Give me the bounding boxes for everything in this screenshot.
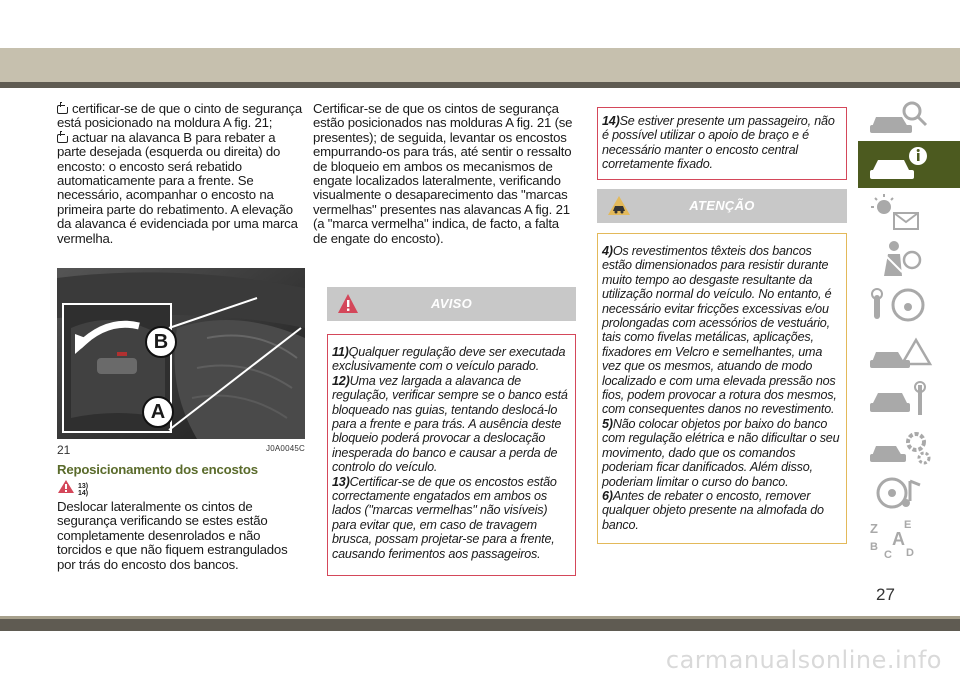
warning-triangle-icon bbox=[57, 479, 75, 494]
atencao-item: 6)Antes de rebater o encosto, remover qualquer objeto presente na almofada do banco. bbox=[602, 488, 824, 532]
tab-multimedia[interactable] bbox=[858, 470, 960, 517]
car-service-icon bbox=[866, 379, 936, 421]
figure-number: 21 bbox=[57, 443, 71, 457]
aviso-item: 11)Qualquer regulação deve ser executada exclusivamente com o veículo parado. bbox=[332, 345, 566, 374]
bullet-item-1: certificar-se de que o cinto de segurança está posicionado na moldura A fig. 21; bbox=[57, 101, 303, 131]
atencao-box bbox=[597, 233, 847, 544]
tab-car-emergency[interactable] bbox=[858, 329, 960, 376]
column-2 bbox=[313, 102, 576, 246]
aviso-header bbox=[327, 287, 576, 321]
checkbox-bullet-icon bbox=[57, 105, 68, 114]
car-info-icon bbox=[866, 144, 936, 186]
atencao-item: 4)Os revestimentos têxteis dos bancos estão dimensionados para resistir durante muito tempo ao desgaste resultante da utilização normal do veículo. No entanto, é necessário evitar fricções excessivas e/ou prolongadas com acessórios de vestuário, tais como fivelas metálicas, aplicações, fixadores em Velcro e semelhantes, uma vez que os mesmos, atuando de modo localizado e com uma elevada pressão nos fios, podem provocar a rotura dos mesmos, com consequentes danos no revestimento. bbox=[602, 244, 837, 417]
note-item: 14)Se estiver presente um passageiro, não é possível utilizar o apoio de braço e é necessário manter o encosto central corretamente fixado. bbox=[602, 114, 835, 172]
aviso-item: 13)Certificar-se de que os encostos estão correctamente engatados em ambos os lados ("marcas vermelhas" não visíveis) para evitar que, em caso de travagem brusca, possam projetar-se para a frente, causando ferimentos aos passageiros. bbox=[332, 474, 557, 561]
tab-car-info[interactable] bbox=[858, 141, 960, 188]
figure-21-seat-photo bbox=[57, 268, 305, 439]
column-1 bbox=[57, 102, 305, 246]
checkbox-bullet-icon bbox=[57, 134, 68, 143]
aviso-box bbox=[327, 334, 576, 576]
warning-lights-icon bbox=[866, 191, 936, 233]
header-band-line bbox=[0, 82, 960, 88]
tab-car-specs-gears[interactable] bbox=[858, 423, 960, 470]
steering-key-icon bbox=[866, 285, 936, 327]
atencao-title: ATENÇÃO bbox=[689, 198, 755, 213]
figure-code: J0A0045C bbox=[266, 444, 305, 453]
tab-car-search[interactable] bbox=[858, 94, 960, 141]
section-title: Reposicionamento dos encostos bbox=[57, 462, 258, 477]
car-emergency-icon bbox=[866, 332, 936, 374]
car-search-icon bbox=[866, 97, 936, 139]
lift-backrest-paragraph: Certificar-se de que os cintos de segurança estão posicionados nas molduras A fig. 21 (se presentes); de seguida, levantar os encostos empurrando-os para trás, até sentir o ressalto de bloqueio em ambos os mecanismos de engate localizados lateralmente, verificando visualmente o desaparecimento das "marcas vermelhas" presentes nas alavancas A fig. 21 (a "marca vermelha" indica, de facto, a falta de engate do encosto). bbox=[313, 101, 573, 246]
watermark: carmanualsonline.info bbox=[665, 646, 942, 674]
tab-steering-key[interactable] bbox=[858, 282, 960, 329]
bullet-item-2: actuar na alavanca B para rebater a parte desejada (esquerda ou direita) do encosto: o encosto será rebatido automaticamente para a frente. Se necessário, acompanhar o encosto na primeira parte do rebatimento. A elevação da alavanca é evidenciada por uma marca vermelha. bbox=[57, 129, 298, 246]
page-number: 27 bbox=[876, 585, 895, 604]
atencao-item: 5)Não colocar objetos por baixo do banco com regulação elétrica e não dificultar o seu movimento, dado que os comandos poderiam ficar danificados. Além disso, poderiam limitar o curso do banco. bbox=[602, 416, 840, 489]
multimedia-icon bbox=[866, 473, 936, 515]
seatbelt-airbag-icon bbox=[866, 238, 936, 280]
atencao-header bbox=[597, 189, 847, 223]
header-band bbox=[0, 48, 960, 82]
note-box bbox=[597, 107, 847, 180]
tab-index[interactable] bbox=[858, 517, 960, 564]
figure-label-b: B bbox=[145, 326, 177, 358]
tab-seatbelt-airbag[interactable] bbox=[858, 235, 960, 282]
index-alphabet-icon: Z E A B C D bbox=[870, 519, 914, 561]
aviso-item: 12)Uma vez largada a alavanca de regulação, verificar sempre se o banco está bloqueado nas guias, tentando deslocá-lo para a frente e para trás. A ausência deste bloqueio poderá provocar a deslocação inesperada do banco e causar a perda de controlo do veículo. bbox=[332, 373, 568, 475]
footer-band bbox=[0, 619, 960, 631]
figure-label-a: A bbox=[142, 396, 174, 428]
seat-illustration bbox=[57, 268, 305, 439]
tab-car-service[interactable] bbox=[858, 376, 960, 423]
aviso-title: AVISO bbox=[431, 296, 472, 311]
reposition-paragraph: Deslocar lateralmente os cintos de segurança verificando se estes estão completamente desenrolados e não torcidos e que não fiquem estrangulados por trás do encosto dos bancos. bbox=[57, 499, 288, 572]
car-specs-gears-icon bbox=[866, 426, 936, 468]
tab-warning-lights[interactable] bbox=[858, 188, 960, 235]
